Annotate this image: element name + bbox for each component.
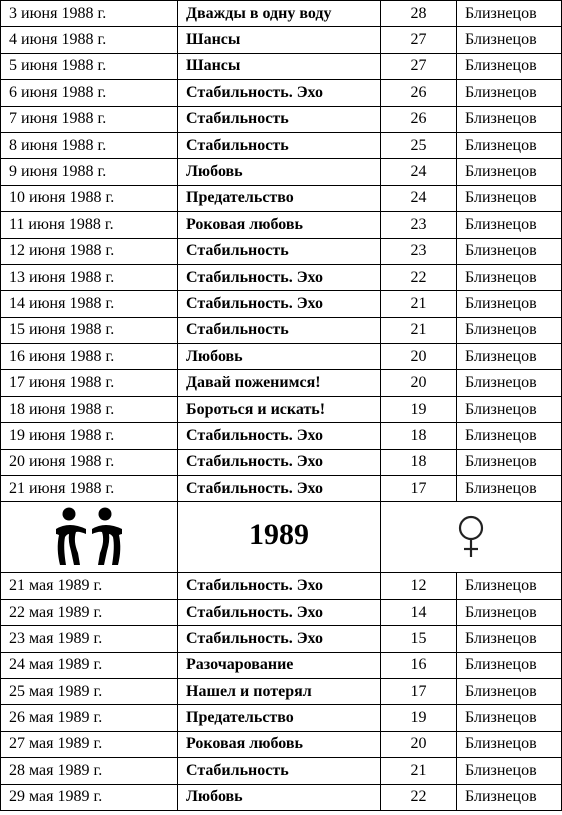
sign-cell: Близнецов — [457, 731, 562, 757]
number-cell: 26 — [381, 80, 457, 106]
table-row — [1, 370, 562, 396]
table-row — [1, 291, 562, 317]
name-cell: Предательство — [178, 185, 381, 211]
table-row — [1, 731, 562, 757]
name-cell: Стабильность — [178, 238, 381, 264]
date-cell: 3 июня 1988 г. — [1, 1, 178, 27]
number-cell: 24 — [381, 185, 457, 211]
sign-cell: Близнецов — [457, 1, 562, 27]
sign-cell: Близнецов — [457, 212, 562, 238]
date-cell: 29 мая 1989 г. — [1, 784, 178, 810]
name-cell: Стабильность — [178, 758, 381, 784]
name-cell: Стабильность. Эхо — [178, 264, 381, 290]
table-row — [1, 758, 562, 784]
date-cell: 7 июня 1988 г. — [1, 106, 178, 132]
number-cell: 26 — [381, 106, 457, 132]
date-cell: 5 июня 1988 г. — [1, 53, 178, 79]
sign-cell: Близнецов — [457, 53, 562, 79]
year-label: 1989 — [249, 517, 309, 551]
name-cell: Стабильность — [178, 132, 381, 158]
number-cell: 20 — [381, 344, 457, 370]
number-cell: 28 — [381, 1, 457, 27]
date-cell: 21 мая 1989 г. — [1, 573, 178, 599]
table-row — [1, 705, 562, 731]
name-cell: Стабильность — [178, 317, 381, 343]
table-row — [1, 106, 562, 132]
date-cell: 13 июня 1988 г. — [1, 264, 178, 290]
number-cell: 16 — [381, 652, 457, 678]
table-row — [1, 784, 562, 810]
gemini-cell — [1, 502, 178, 573]
sign-cell: Близнецов — [457, 678, 562, 704]
sign-cell: Близнецов — [457, 599, 562, 625]
table-row — [1, 185, 562, 211]
date-cell: 18 июня 1988 г. — [1, 396, 178, 422]
name-cell: Любовь — [178, 159, 381, 185]
name-cell: Стабильность. Эхо — [178, 573, 381, 599]
sign-cell: Близнецов — [457, 449, 562, 475]
number-cell: 15 — [381, 626, 457, 652]
table-row — [1, 212, 562, 238]
number-cell: 21 — [381, 758, 457, 784]
sign-cell: Близнецов — [457, 27, 562, 53]
date-cell: 11 июня 1988 г. — [1, 212, 178, 238]
number-cell: 23 — [381, 238, 457, 264]
name-cell: Бороться и искать! — [178, 396, 381, 422]
number-cell: 24 — [381, 159, 457, 185]
sign-cell: Близнецов — [457, 758, 562, 784]
table-row — [1, 344, 562, 370]
table-row — [1, 652, 562, 678]
sign-cell: Близнецов — [457, 784, 562, 810]
date-cell: 22 мая 1989 г. — [1, 599, 178, 625]
table-row — [1, 53, 562, 79]
date-cell: 10 июня 1988 г. — [1, 185, 178, 211]
gemini-twins-icon — [53, 507, 125, 567]
name-cell: Любовь — [178, 344, 381, 370]
name-cell: Роковая любовь — [178, 212, 381, 238]
number-cell: 12 — [381, 573, 457, 599]
venus-cell — [381, 502, 562, 573]
sign-cell: Близнецов — [457, 652, 562, 678]
table-row — [1, 238, 562, 264]
name-cell: Роковая любовь — [178, 731, 381, 757]
rows-1988 — [1, 1, 562, 502]
sign-cell: Близнецов — [457, 705, 562, 731]
name-cell: Давай поженимся! — [178, 370, 381, 396]
number-cell: 25 — [381, 132, 457, 158]
date-cell: 23 мая 1989 г. — [1, 626, 178, 652]
number-cell: 20 — [381, 370, 457, 396]
table-row — [1, 573, 562, 599]
number-cell: 17 — [381, 476, 457, 502]
table-row — [1, 396, 562, 422]
name-cell: Стабильность. Эхо — [178, 449, 381, 475]
sign-cell: Близнецов — [457, 291, 562, 317]
number-cell: 19 — [381, 396, 457, 422]
venus-symbol-icon — [456, 515, 486, 559]
date-cell: 8 июня 1988 г. — [1, 132, 178, 158]
table-row — [1, 80, 562, 106]
table-row — [1, 159, 562, 185]
date-cell: 27 мая 1989 г. — [1, 731, 178, 757]
number-cell: 22 — [381, 264, 457, 290]
table-row — [1, 476, 562, 502]
name-cell: Стабильность. Эхо — [178, 599, 381, 625]
sign-cell: Близнецов — [457, 159, 562, 185]
table-row — [1, 626, 562, 652]
year-section-1989 — [1, 502, 562, 573]
number-cell: 22 — [381, 784, 457, 810]
sign-cell: Близнецов — [457, 238, 562, 264]
date-cell: 26 мая 1989 г. — [1, 705, 178, 731]
number-cell: 20 — [381, 731, 457, 757]
sign-cell: Близнецов — [457, 80, 562, 106]
name-cell: Дважды в одну воду — [178, 1, 381, 27]
name-cell: Стабильность. Эхо — [178, 476, 381, 502]
table-row — [1, 264, 562, 290]
name-cell: Предательство — [178, 705, 381, 731]
sign-cell: Близнецов — [457, 573, 562, 599]
date-cell: 16 июня 1988 г. — [1, 344, 178, 370]
date-cell: 9 июня 1988 г. — [1, 159, 178, 185]
sign-cell: Близнецов — [457, 132, 562, 158]
date-cell: 6 июня 1988 г. — [1, 80, 178, 106]
name-cell: Стабильность. Эхо — [178, 626, 381, 652]
name-cell: Стабильность. Эхо — [178, 80, 381, 106]
rows-1989 — [1, 573, 562, 811]
sign-cell: Близнецов — [457, 370, 562, 396]
sign-cell: Близнецов — [457, 476, 562, 502]
number-cell: 21 — [381, 291, 457, 317]
table-row — [1, 423, 562, 449]
date-cell: 14 июня 1988 г. — [1, 291, 178, 317]
sign-cell: Близнецов — [457, 423, 562, 449]
sign-cell: Близнецов — [457, 396, 562, 422]
number-cell: 27 — [381, 53, 457, 79]
date-cell: 20 июня 1988 г. — [1, 449, 178, 475]
table-row — [1, 449, 562, 475]
table-row — [1, 678, 562, 704]
table-row — [1, 27, 562, 53]
number-cell: 18 — [381, 449, 457, 475]
year-cell — [178, 502, 381, 573]
date-cell: 4 июня 1988 г. — [1, 27, 178, 53]
sign-cell: Близнецов — [457, 185, 562, 211]
table-row — [1, 599, 562, 625]
name-cell: Стабильность — [178, 106, 381, 132]
number-cell: 17 — [381, 678, 457, 704]
date-cell: 25 мая 1989 г. — [1, 678, 178, 704]
number-cell: 23 — [381, 212, 457, 238]
date-cell: 28 мая 1989 г. — [1, 758, 178, 784]
name-cell: Разочарование — [178, 652, 381, 678]
name-cell: Нашел и потерял — [178, 678, 381, 704]
date-cell: 17 июня 1988 г. — [1, 370, 178, 396]
sign-cell: Близнецов — [457, 106, 562, 132]
number-cell: 18 — [381, 423, 457, 449]
name-cell: Стабильность. Эхо — [178, 423, 381, 449]
date-cell: 12 июня 1988 г. — [1, 238, 178, 264]
date-cell: 24 мая 1989 г. — [1, 652, 178, 678]
sign-cell: Близнецов — [457, 626, 562, 652]
sign-cell: Близнецов — [457, 264, 562, 290]
date-cell: 15 июня 1988 г. — [1, 317, 178, 343]
sign-cell: Близнецов — [457, 344, 562, 370]
number-cell: 21 — [381, 317, 457, 343]
table-row — [1, 132, 562, 158]
date-cell: 19 июня 1988 г. — [1, 423, 178, 449]
table-row — [1, 317, 562, 343]
name-cell: Шансы — [178, 53, 381, 79]
number-cell: 14 — [381, 599, 457, 625]
year-header-row — [1, 502, 562, 573]
name-cell: Стабильность. Эхо — [178, 291, 381, 317]
sign-cell: Близнецов — [457, 317, 562, 343]
table-row — [1, 1, 562, 27]
number-cell: 19 — [381, 705, 457, 731]
name-cell: Шансы — [178, 27, 381, 53]
number-cell: 27 — [381, 27, 457, 53]
date-cell: 21 июня 1988 г. — [1, 476, 178, 502]
name-cell: Любовь — [178, 784, 381, 810]
